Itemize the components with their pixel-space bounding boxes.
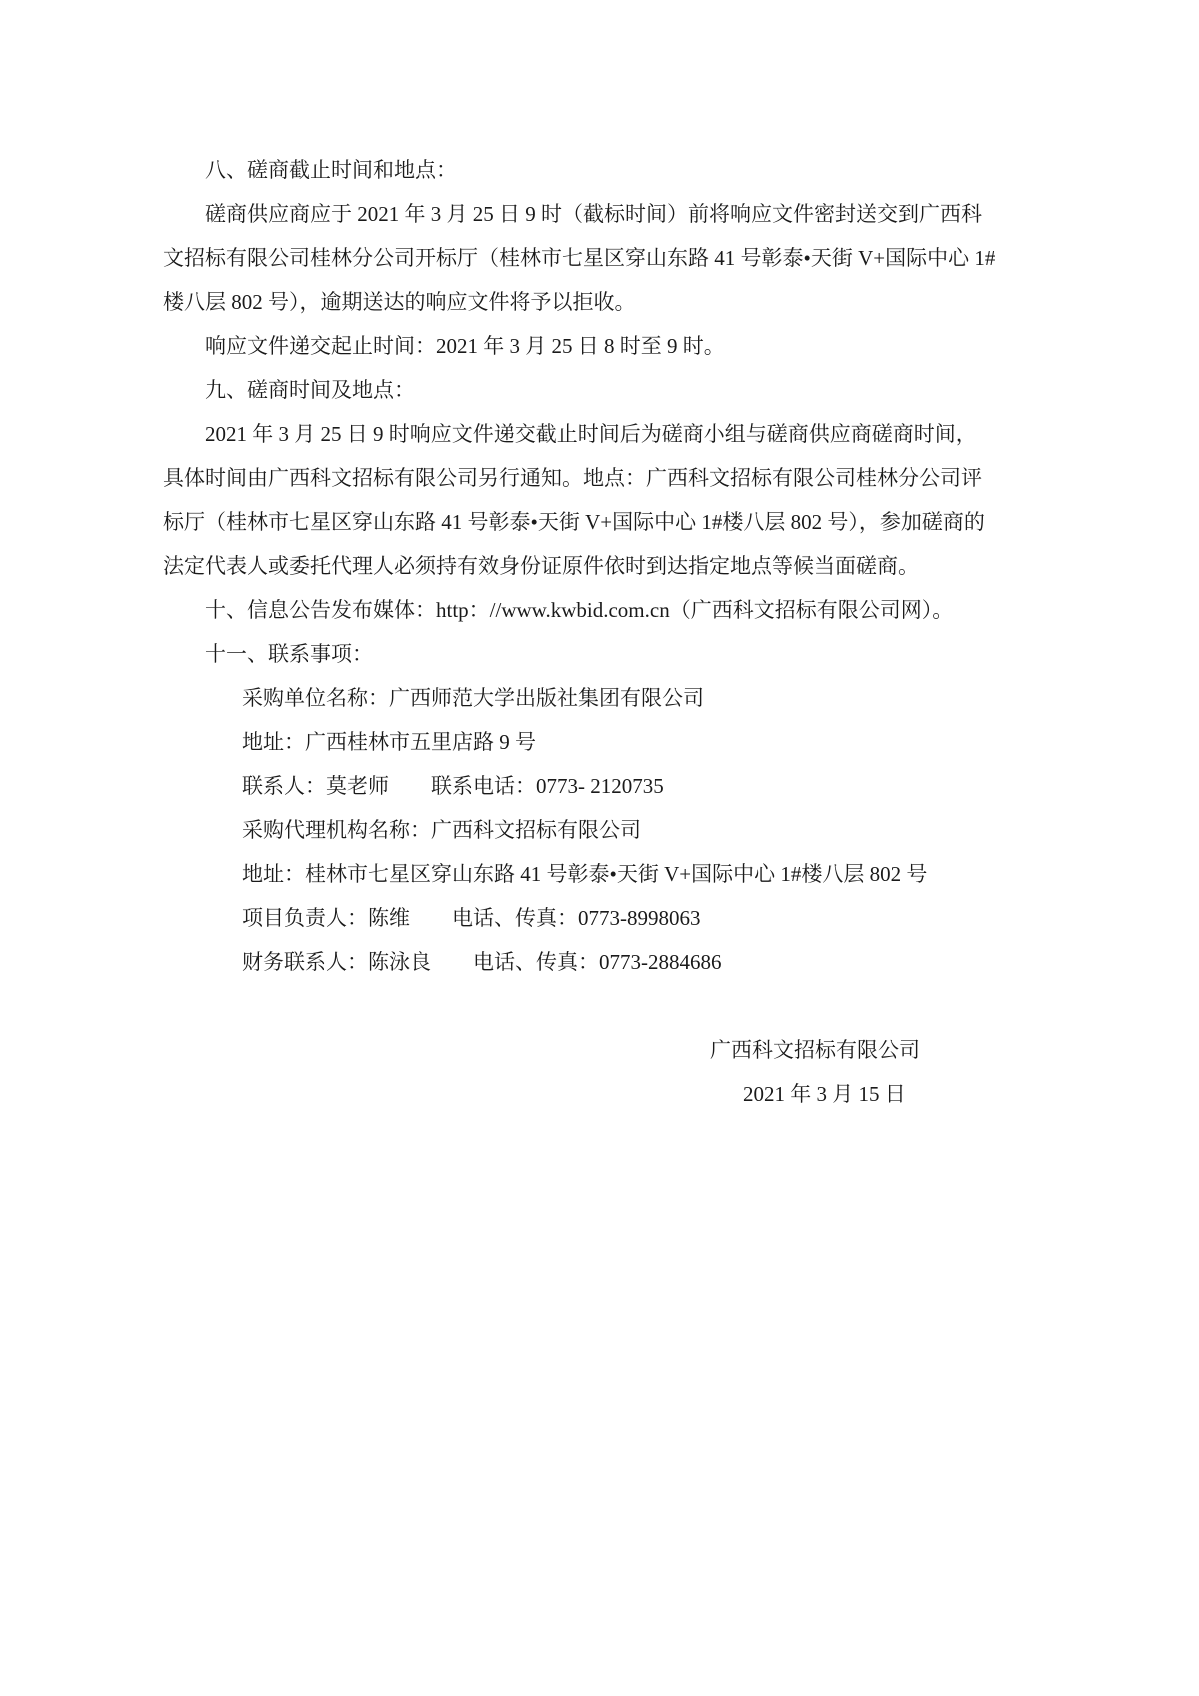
section-10-media-line: 十、信息公告发布媒体：http：//www.kwbid.com.cn（广西科文招标有限公司网）。 (205, 598, 954, 622)
para-submission-deadline-line-2: 文招标有限公司桂林分公司开标厅（桂林市七星区穿山东路 41 号彰泰•天街 V+国际中心 1# (163, 246, 996, 270)
signature-company: 广西科文招标有限公司 (710, 1038, 920, 1062)
contact-purchaser-address: 地址：广西桂林市五里店路 9 号 (242, 730, 536, 754)
para-submission-window: 响应文件递交起止时间：2021 年 3 月 25 日 8 时至 9 时。 (205, 334, 725, 358)
contact-agency-address: 地址：桂林市七星区穿山东路 41 号彰泰•天街 V+国际中心 1#楼八层 802 号 (242, 862, 928, 886)
para-negotiation-time-line-3: 标厅（桂林市七星区穿山东路 41 号彰泰•天街 V+国际中心 1#楼八层 802 号），参加磋商的 (163, 510, 985, 534)
document-content (163, 148, 1043, 1116)
contact-finance-contact: 财务联系人：陈泳良 电话、传真：0773-2884686 (242, 950, 722, 974)
signature-date: 2021 年 3 月 15 日 (743, 1082, 906, 1106)
section-11-heading: 十一、联系事项： (205, 642, 373, 666)
para-submission-deadline-line-3: 楼八层 802 号），逾期送达的响应文件将予以拒收。 (163, 290, 636, 314)
para-negotiation-time-line-2: 具体时间由广西科文招标有限公司另行通知。地点：广西科文招标有限公司桂林分公司评 (163, 466, 982, 490)
para-submission-deadline-line-1: 磋商供应商应于 2021 年 3 月 25 日 9 时（截标时间）前将响应文件密封送交到广西科 (205, 202, 982, 226)
contact-purchaser-person: 联系人：莫老师 联系电话：0773- 2120735 (242, 774, 664, 798)
para-negotiation-time-line-4: 法定代表人或委托代理人必须持有效身份证原件依时到达指定地点等候当面磋商。 (163, 554, 919, 578)
contact-project-manager: 项目负责人：陈维 电话、传真：0773-8998063 (242, 906, 701, 930)
contact-agency-name: 采购代理机构名称：广西科文招标有限公司 (242, 818, 641, 842)
contact-purchaser-name: 采购单位名称：广西师范大学出版社集团有限公司 (242, 686, 704, 710)
para-negotiation-time-line-1: 2021 年 3 月 25 日 9 时响应文件递交截止时间后为磋商小组与磋商供应商磋商时间， (205, 422, 977, 446)
section-9-heading: 九、磋商时间及地点： (205, 378, 415, 402)
blank-line (163, 984, 1043, 1028)
section-8-heading: 八、磋商截止时间和地点： (205, 158, 457, 182)
